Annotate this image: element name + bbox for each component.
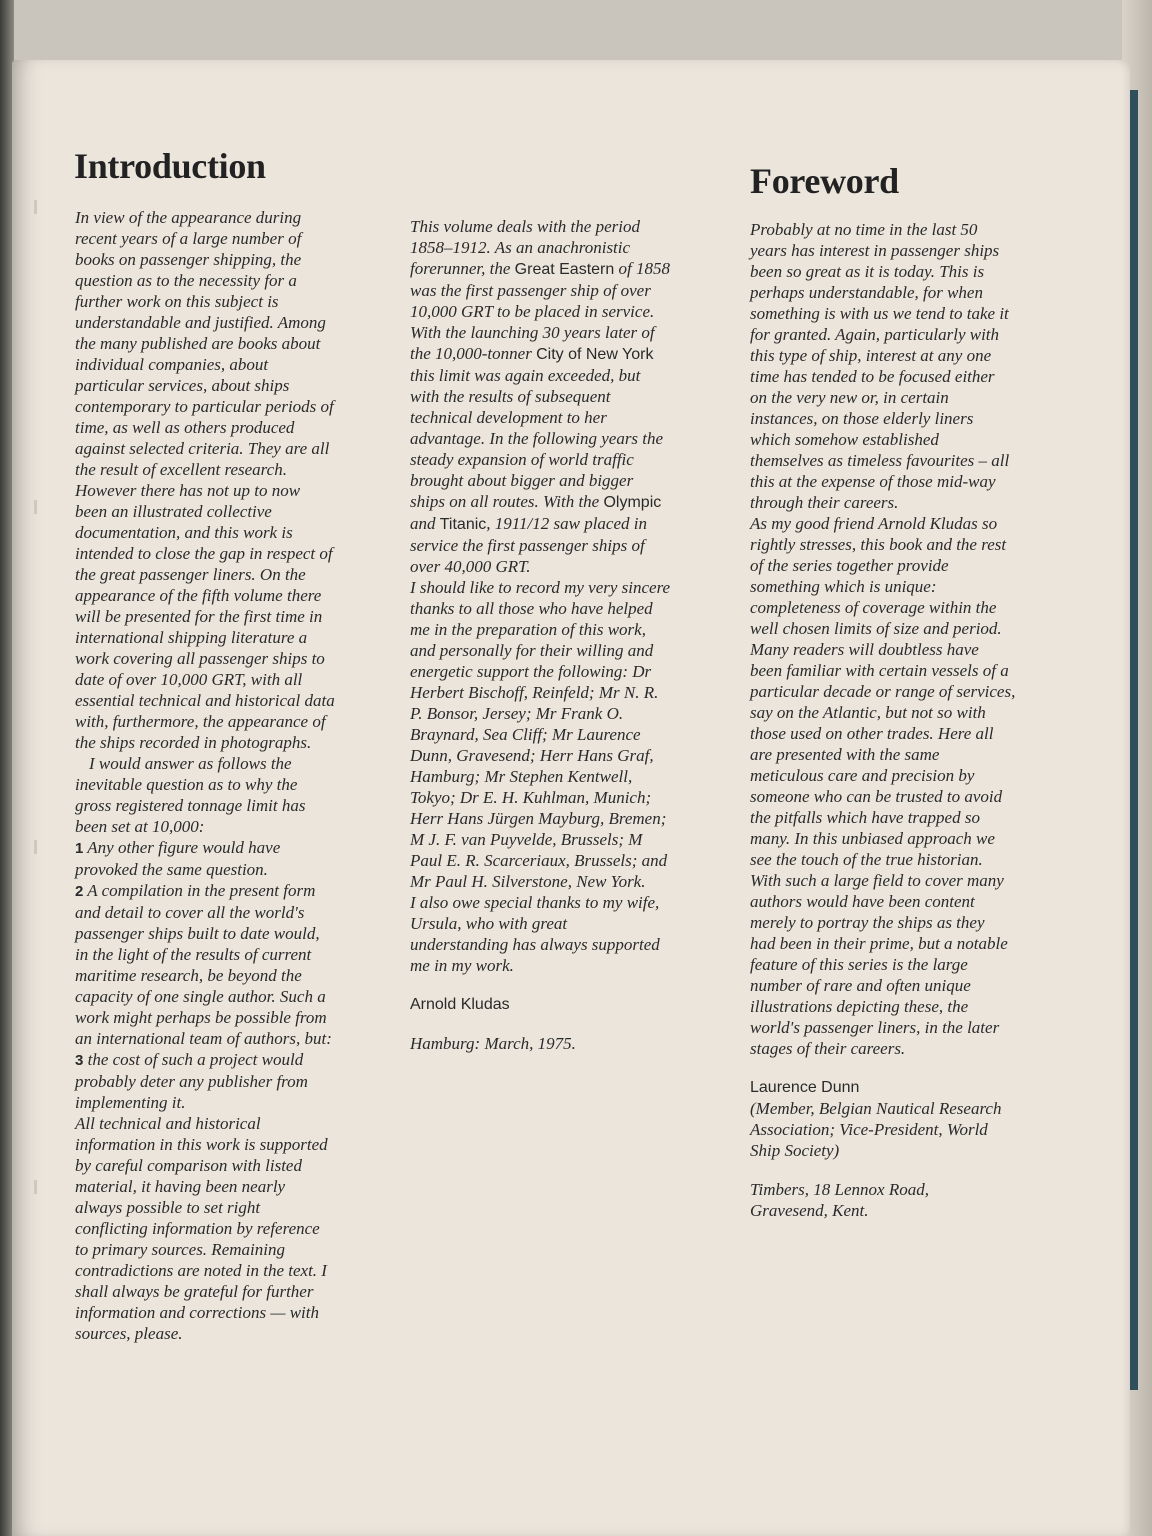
text-line: Hamburg; Mr Stephen Kentwell, (410, 767, 633, 786)
text-line: service the first passenger ships of (410, 536, 645, 555)
text-line: thanks to all those who have helped (410, 599, 653, 618)
text-line: Herbert Bischoff, Reinfeld; Mr N. R. (410, 683, 659, 702)
text-line: 10,000 GRT to be placed in service. (410, 302, 655, 321)
list-number: 2 (75, 883, 84, 900)
text-line: brought about bigger and bigger (410, 471, 634, 490)
text-line: M J. F. van Puyvelde, Brussels; M (410, 830, 643, 849)
text-line: understanding has always supported (410, 935, 660, 954)
text-line: Any other figure would have (87, 838, 281, 857)
numbered-line (75, 1049, 385, 1071)
text-line: Probably at no time in the last 50 (750, 220, 978, 239)
text-line: Herr Hans Jürgen Mayburg, Bremen; (410, 809, 667, 828)
text-line: for granted. Again, particularly with (750, 325, 1000, 344)
text-line: P. Bonsor, Jersey; Mr Frank O. (410, 704, 624, 723)
text-line: by careful comparison with listed (75, 1156, 302, 1175)
binding-stitch (34, 500, 37, 514)
text-line: through their careers. (750, 493, 899, 512)
text-line: to primary sources. Remaining (75, 1240, 285, 1259)
text-fragment: of 1858 (618, 259, 671, 278)
text-line: in the light of the results of current (75, 945, 312, 964)
text-line: inevitable question as to why the (75, 775, 298, 794)
text-line: and personally for their willing and (410, 641, 654, 660)
text-line: further work on this subject is (75, 292, 279, 311)
text-line: meticulous care and precision by (750, 766, 975, 785)
text-line: advantage. In the following years the (410, 429, 664, 448)
text-line: documentation, and this work is (75, 523, 293, 542)
text-line: years has interest in passenger ships (750, 241, 1000, 260)
text-line: Many readers will doubtless have (750, 640, 979, 659)
text-line: steady expansion of world traffic (410, 450, 634, 469)
text-line: contemporary to particular periods of (75, 397, 334, 416)
text-line: sources, please. (75, 1324, 183, 1343)
text-line: the ships recorded in photographs. (75, 733, 312, 752)
text-line: question as to the necessity for a (75, 271, 297, 290)
text-line: particular services, about ships (75, 376, 290, 395)
text-line: With such a large field to cover many (750, 871, 1004, 890)
text-line: implementing it. (75, 1093, 186, 1112)
text-line: which somehow established (750, 430, 939, 449)
foreword-heading: Foreword (750, 161, 899, 201)
text-line: conflicting information by reference (75, 1219, 320, 1238)
foreword-column (750, 219, 1090, 1221)
list-number: 3 (75, 1052, 84, 1069)
ship-name: Great Eastern (514, 261, 615, 278)
introduction-heading: Introduction (74, 146, 266, 186)
text-line: illustrations depicting these, the (750, 997, 969, 1016)
text-line: completeness of coverage within the (750, 598, 997, 617)
introduction-signature: Arnold Kludas (410, 996, 510, 1013)
text-fragment: , 1911/12 saw placed in (486, 514, 647, 533)
introduction-column-1 (75, 207, 385, 1344)
text-line: work covering all passenger ships to (75, 649, 325, 668)
numbered-line (75, 837, 385, 859)
affiliation-line: (Member, Belgian Nautical Research (750, 1099, 1002, 1118)
text-line: appearance of the fifth volume there (75, 586, 322, 605)
text-line: stages of their careers. (750, 1039, 906, 1058)
text-line: books on passenger shipping, the (75, 250, 302, 269)
introduction-column-2 (410, 216, 730, 1054)
text-line: I would answer as follows the (89, 754, 292, 773)
text-line: this limit was again exceeded, but (410, 366, 641, 385)
text-line: merely to portray the ships as they (750, 913, 985, 932)
text-line: well chosen limits of size and period. (750, 619, 1002, 638)
text-line: However there has not up to now (75, 481, 301, 500)
text-line: This volume deals with the period (410, 217, 640, 236)
text-line: with, furthermore, the appearance of (75, 712, 326, 731)
ship-name: Titanic (439, 516, 487, 533)
text-line (410, 343, 730, 365)
text-line: the great passenger liners. On the (75, 565, 306, 584)
ship-name: City of New York (536, 346, 654, 363)
text-line: an international team of authors, but: (75, 1029, 332, 1048)
text-line: been so great as it is today. This is (750, 262, 985, 281)
text-line: Mr Paul H. Silverstone, New York. (410, 872, 646, 891)
text-line: feature of this series is the large (750, 955, 968, 974)
text-line: this type of ship, interest at any one (750, 346, 992, 365)
text-line: time has tended to be focused either (750, 367, 995, 386)
text-line: probably deter any publisher from (75, 1072, 308, 1091)
text-line: In view of the appearance during (75, 208, 302, 227)
text-line: All technical and historical (75, 1114, 261, 1133)
text-line: will be presented for the first time in (75, 607, 323, 626)
text-line: energetic support the following: Dr (410, 662, 652, 681)
text-line: something which is unique: (750, 577, 937, 596)
text-line: information and corrections — with (75, 1303, 319, 1322)
text-line: the many published are books about (75, 334, 321, 353)
text-line: provoked the same question. (75, 860, 268, 879)
text-line: was the first passenger ship of over (410, 281, 651, 300)
address-line: Gravesend, Kent. (750, 1201, 869, 1220)
text-line: the cost of such a project would (87, 1050, 304, 1069)
text-line: essential technical and historical data (75, 691, 335, 710)
text-line: had been in their prime, but a notable (750, 934, 1008, 953)
text-line: capacity of one single author. Such a (75, 987, 326, 1006)
introduction-place-date: Hamburg: March, 1975. (410, 1034, 576, 1053)
text-line: against selected criteria. They are all (75, 439, 330, 458)
text-line: something is with us we tend to take it (750, 304, 1009, 323)
text-line: recent years of a large number of (75, 229, 302, 248)
text-line: passenger ships built to date would, (75, 924, 320, 943)
text-line: particular decade or range of services, (750, 682, 1016, 701)
text-line: over 40,000 GRT. (410, 557, 531, 576)
text-line: perhaps understandable, for when (750, 283, 983, 302)
text-line: always possible to set right (75, 1198, 261, 1217)
text-line: rightly stresses, this book and the rest (750, 535, 1007, 554)
text-line: me in the preparation of this work, (410, 620, 646, 639)
text-line: been set at 10,000: (75, 817, 205, 836)
text-line: the result of excellent research. (75, 460, 287, 479)
text-line: gross registered tonnage limit has (75, 796, 306, 815)
text-fragment: the 10,000-tonner (410, 344, 532, 363)
text-line: those used on other trades. Here all (750, 724, 994, 743)
binding-stitch (34, 1180, 37, 1194)
text-line: I also owe special thanks to my wife, (410, 893, 660, 912)
text-line: on the very new or, in certain (750, 388, 949, 407)
text-line (410, 258, 730, 280)
address-line: Timbers, 18 Lennox Road, (750, 1180, 929, 1199)
text-line: been familiar with certain vessels of a (750, 661, 1009, 680)
text-line: world's passenger liners, in the later (750, 1018, 1000, 1037)
ship-name: Olympic (603, 494, 662, 511)
text-line: see the touch of the true historian. (750, 850, 983, 869)
text-line: Paul E. R. Scarceriaux, Brussels; and (410, 851, 668, 870)
text-line: work might perhaps be possible from (75, 1008, 327, 1027)
text-line: I should like to record my very sincere (410, 578, 671, 597)
text-line: been an illustrated collective (75, 502, 272, 521)
text-line: me in my work. (410, 956, 514, 975)
text-fragment: ships on all routes. With the (410, 492, 600, 511)
text-line: someone who can be trusted to avoid (750, 787, 1003, 806)
text-line: Tokyo; Dr E. H. Kuhlman, Munich; (410, 788, 652, 807)
text-line: understandable and justified. Among (75, 313, 326, 332)
binding-stitch (34, 200, 37, 214)
text-line: 1858–1912. As an anachronistic (410, 238, 631, 257)
text-line: A compilation in the present form (87, 881, 316, 900)
text-line: shall always be grateful for further (75, 1282, 314, 1301)
text-line: Dunn, Gravesend; Herr Hans Graf, (410, 746, 654, 765)
text-line: are presented with the same (750, 745, 940, 764)
text-fragment: forerunner, the (410, 259, 511, 278)
list-number: 1 (75, 840, 84, 857)
text-line: technical development to her (410, 408, 607, 427)
text-line: time, as well as others produced (75, 418, 295, 437)
text-line: maritime research, be beyond the (75, 966, 302, 985)
text-line: the pitfalls which have trapped so (750, 808, 980, 827)
text-line: individual companies, about (75, 355, 269, 374)
text-line: Ursula, who with great (410, 914, 568, 933)
text-line: material, it having been nearly (75, 1177, 286, 1196)
text-line: this at the expense of those mid-way (750, 472, 996, 491)
affiliation-line: Ship Society) (750, 1141, 840, 1160)
text-line: many. In this unbiased approach we (750, 829, 995, 848)
text-line: information in this work is supported (75, 1135, 328, 1154)
text-line: international shipping literature a (75, 628, 308, 647)
binding-stitch (34, 840, 37, 854)
text-line: say on the Atlantic, but not so with (750, 703, 986, 722)
text-line: With the launching 30 years later of (410, 323, 655, 342)
text-line: date of over 10,000 GRT, with all (75, 670, 303, 689)
text-line (410, 491, 730, 513)
text-line: with the results of subsequent (410, 387, 611, 406)
text-line: contradictions are noted in the text. I (75, 1261, 327, 1280)
text-fragment: and (410, 514, 436, 533)
text-line: As my good friend Arnold Kludas so (750, 514, 998, 533)
text-line: Braynard, Sea Cliff; Mr Laurence (410, 725, 641, 744)
text-line (410, 513, 730, 535)
affiliation-line: Association; Vice-President, World (750, 1120, 988, 1139)
text-line: of the series together provide (750, 556, 949, 575)
text-line: intended to close the gap in respect of (75, 544, 333, 563)
text-line: and detail to cover all the world's (75, 903, 305, 922)
foreword-signature: Laurence Dunn (750, 1079, 860, 1096)
text-line: instances, on those elderly liners (750, 409, 974, 428)
text-line: themselves as timeless favourites – all (750, 451, 1010, 470)
text-line: authors would have been content (750, 892, 975, 911)
numbered-line (75, 880, 385, 902)
text-line: number of rare and often unique (750, 976, 971, 995)
